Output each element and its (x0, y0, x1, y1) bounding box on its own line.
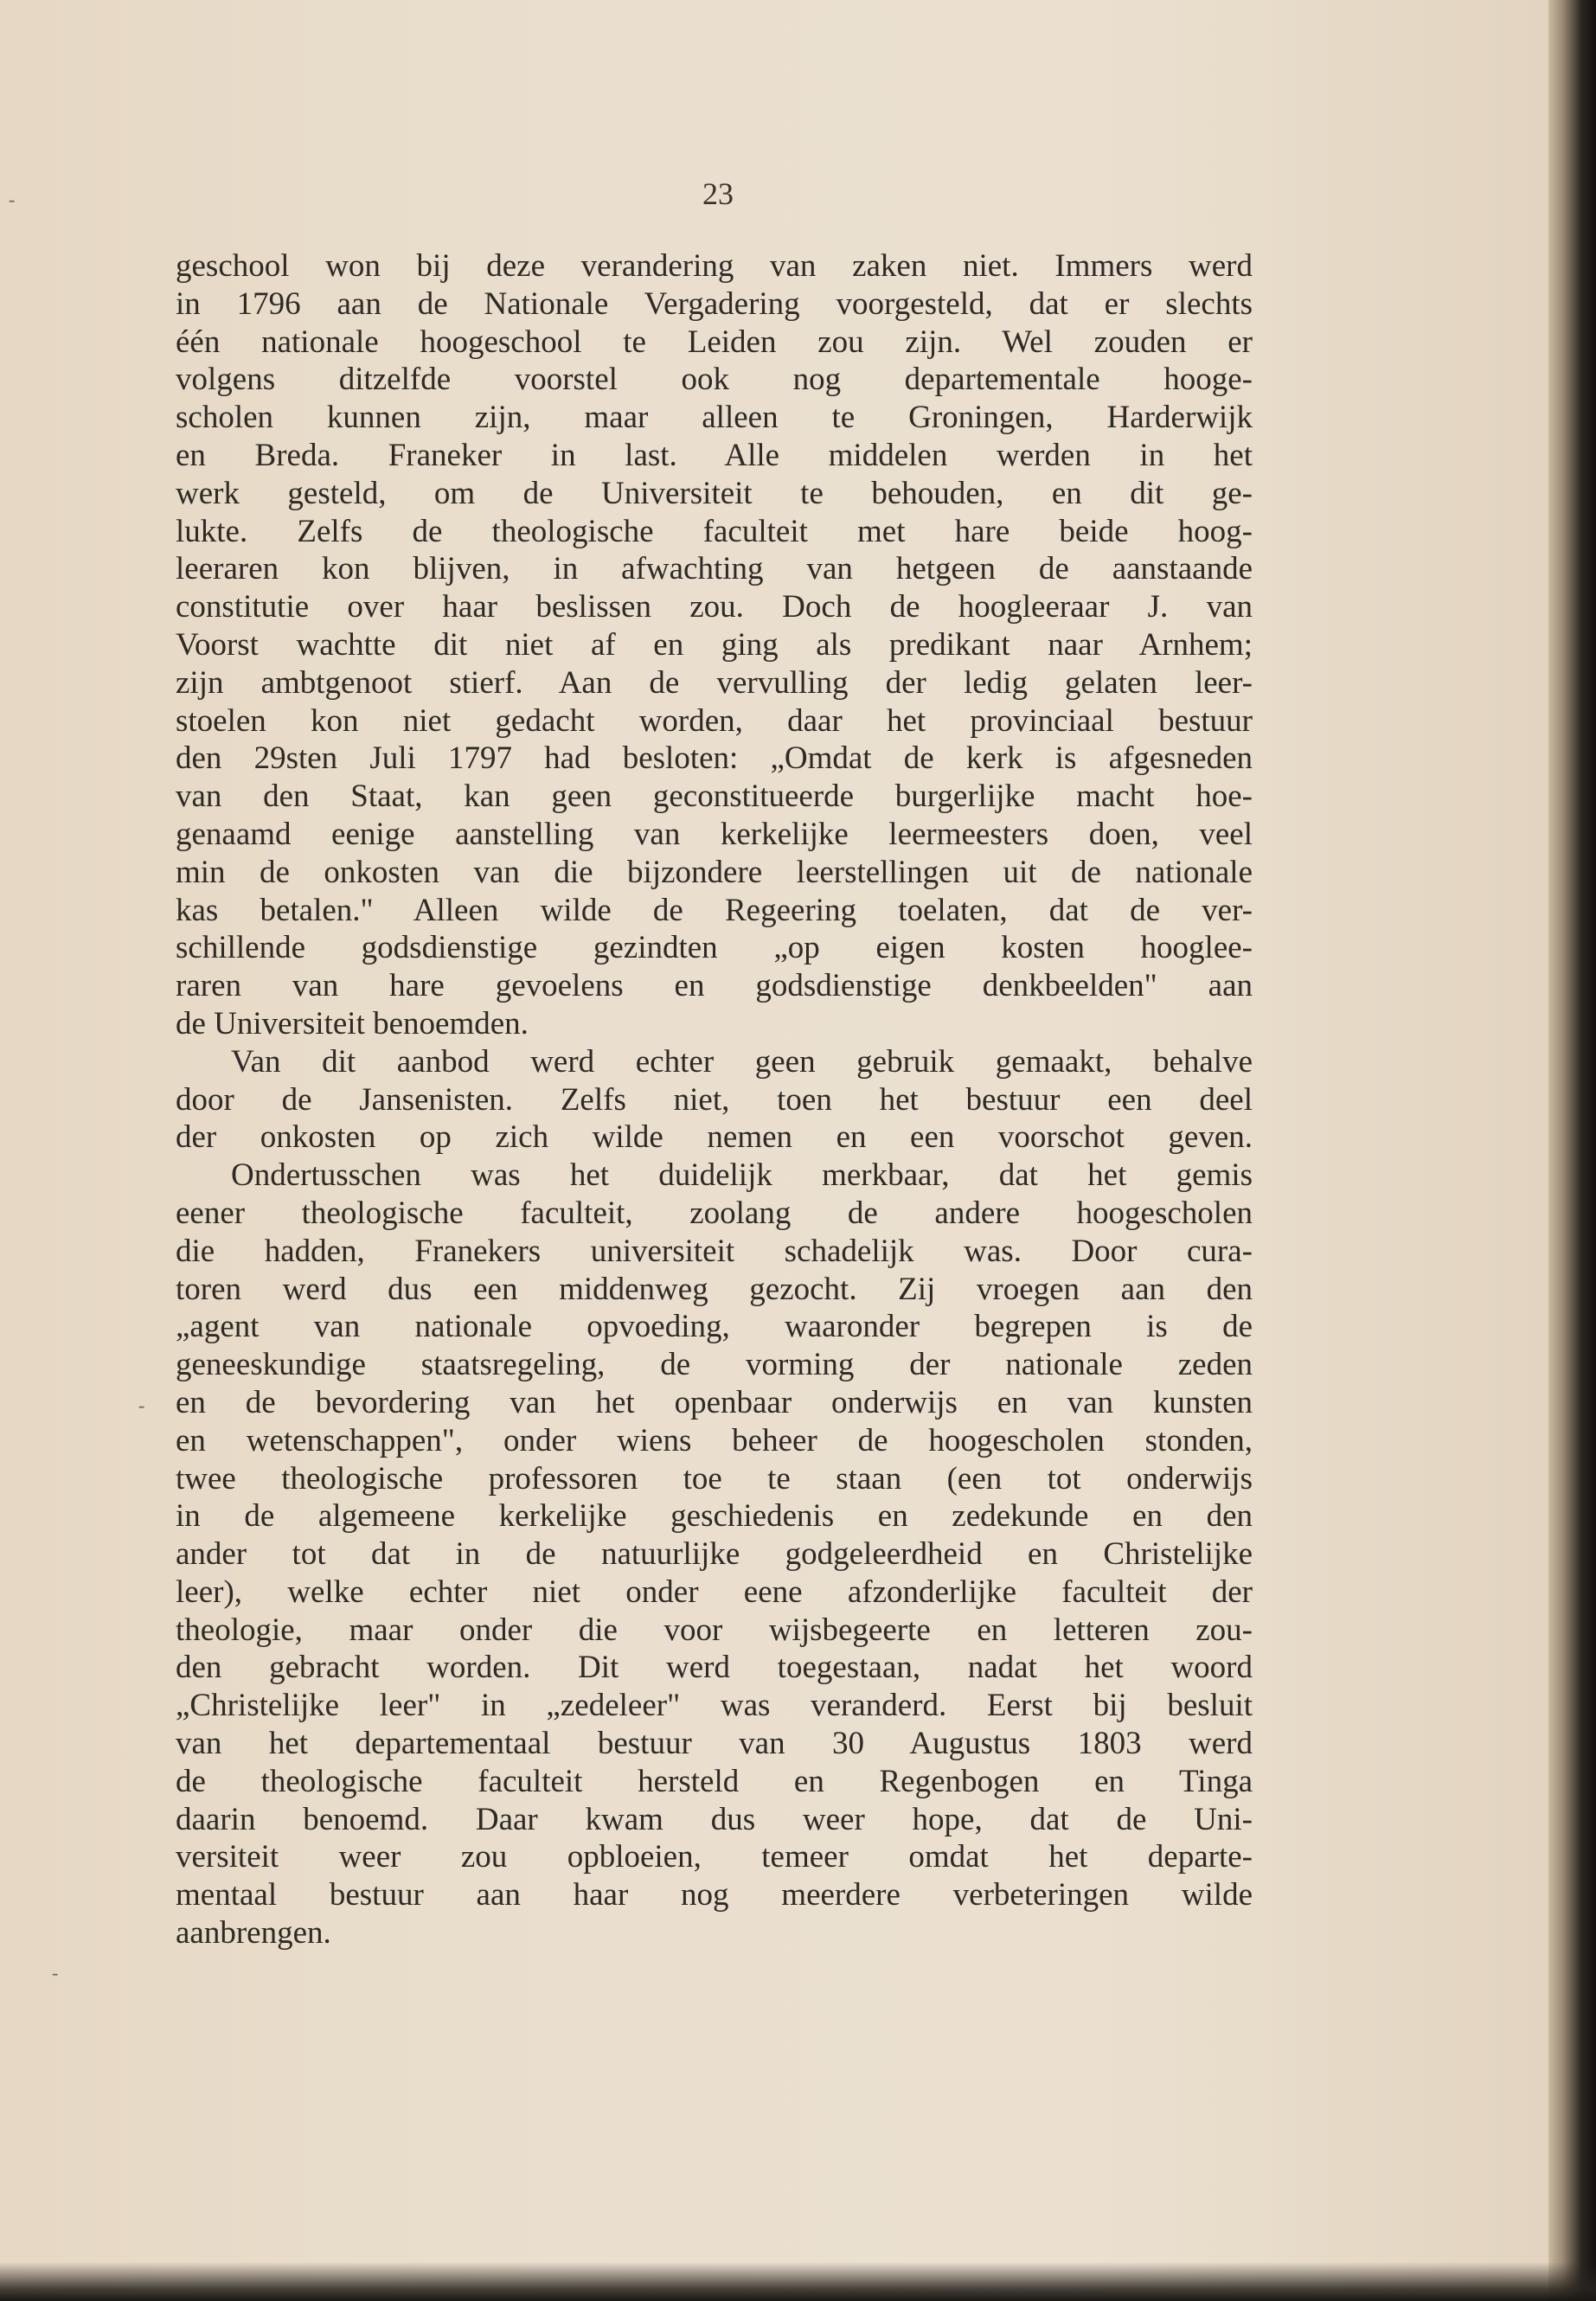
margin-mark-bottom: - (52, 1962, 59, 1984)
text-line: toren werd dus een middenweg gezocht. Zij vroegen aan den (176, 1271, 1253, 1307)
bottom-shadow (0, 2262, 1596, 2301)
text-line: stoelen kon niet gedacht worden, daar het provinciaal bestuur (176, 702, 1253, 739)
text-line: kas betalen." Alleen wilde de Regeering toelaten, dat de ver- (176, 892, 1253, 928)
text-line: scholen kunnen zijn, maar alleen te Groningen, Harderwijk (176, 400, 1253, 436)
text-line: de theologische faculteit hersteld en Regenbogen en Tinga (176, 1763, 1253, 1799)
text-line: den 29sten Juli 1797 had besloten: „Omdat de kerk is afgesneden (176, 740, 1253, 777)
text-line: constitutie over haar beslissen zou. Doch de hoogleeraar J. van (176, 589, 1253, 625)
text-line: werk gesteld, om de Universiteit te behouden, en dit ge- (176, 475, 1253, 511)
text-line: Ondertusschen was het duidelijk merkbaar, dat het gemis (231, 1157, 1253, 1194)
text-line: der onkosten op zich wilde nemen en een voorschot geven. (176, 1119, 1253, 1156)
text-line: één nationale hoogeschool te Leiden zou zijn. Wel zouden er (176, 324, 1253, 360)
text-line: door de Jansenisten. Zelfs niet, toen het bestuur een deel (176, 1081, 1253, 1118)
text-line: versiteit weer zou opbloeien, temeer omdat het departe- (176, 1839, 1253, 1875)
margin-mark-top: - (9, 189, 16, 210)
text-line: en wetenschappen", onder wiens beheer de hoogescholen stonden, (176, 1422, 1253, 1458)
page-edge-shadow (1548, 0, 1596, 2301)
text-line: in de algemeene kerkelijke geschiedenis en zedekunde en den (176, 1498, 1253, 1535)
text-line: daarin benoemd. Daar kwam dus weer hope, dat de Uni- (176, 1801, 1253, 1837)
text-line: leeraren kon blijven, in afwachting van hetgeen de aanstaande (176, 551, 1253, 587)
margin-mark-middle: - (138, 1394, 145, 1416)
text-line: twee theologische professoren toe te staan (een tot onderwijs (176, 1460, 1253, 1497)
text-line: Voorst wachtte dit niet af en ging als predikant naar Arnhem; (176, 626, 1253, 663)
text-line: geneeskundige staatsregeling, de vorming der nationale zeden (176, 1347, 1253, 1383)
text-line: leer), welke echter niet onder eene afzonderlijke faculteit der (176, 1574, 1253, 1610)
text-line: eener theologische faculteit, zoolang de andere hoogescholen (176, 1195, 1253, 1231)
text-line: en Breda. Franeker in last. Alle middelen werden in het (176, 437, 1253, 473)
text-line: de Universiteit benoemden. (176, 1005, 529, 1042)
text-line: „agent van nationale opvoeding, waaronder begrepen is de (176, 1309, 1253, 1345)
text-line: in 1796 aan de Nationale Vergadering voorgesteld, dat er slechts (176, 285, 1253, 322)
text-line: „Christelijke leer" in „zedeleer" was veranderd. Eerst bij besluit (176, 1688, 1253, 1724)
text-line: van den Staat, kan geen geconstitueerde burgerlijke macht hoe- (176, 779, 1253, 815)
text-line: volgens ditzelfde voorstel ook nog departementale hooge- (176, 362, 1253, 398)
text-line: lukte. Zelfs de theologische faculteit met hare beide hoog- (176, 513, 1253, 549)
text-line: ander tot dat in de natuurlijke godgeleerdheid en Christelijke (176, 1536, 1253, 1573)
text-line: genaamd eenige aanstelling van kerkelijke leermeesters doen, veel (176, 816, 1253, 852)
text-line: theologie, maar onder die voor wijsbegeerte en letteren zou- (176, 1612, 1253, 1648)
text-line: zijn ambtgenoot stierf. Aan de vervulling der ledig gelaten leer- (176, 664, 1253, 701)
text-line: geschool won bij deze verandering van zaken niet. Immers werd (176, 248, 1253, 284)
text-line: den gebracht worden. Dit werd toegestaan, nadat het woord (176, 1650, 1253, 1686)
text-line: aanbrengen. (176, 1915, 331, 1952)
text-line: die hadden, Franekers universiteit schadelijk was. Door cura- (176, 1233, 1253, 1269)
text-line: schillende godsdienstige gezindten „op eigen kosten hooglee- (176, 930, 1253, 966)
page-number: 23 (702, 176, 734, 211)
text-line: mentaal bestuur aan haar nog meerdere verbeteringen wilde (176, 1877, 1253, 1913)
text-line: van het departementaal bestuur van 30 Augustus 1803 werd (176, 1726, 1253, 1762)
text-line: raren van hare gevoelens en godsdienstige denkbeelden" aan (176, 968, 1253, 1004)
text-line: min de onkosten van die bijzondere leerstellingen uit de nationale (176, 854, 1253, 890)
body-text (176, 247, 1253, 1952)
text-line: en de bevordering van het openbaar onderwijs en van kunsten (176, 1384, 1253, 1420)
text-line: Van dit aanbod werd echter geen gebruik gemaakt, behalve (231, 1043, 1253, 1080)
